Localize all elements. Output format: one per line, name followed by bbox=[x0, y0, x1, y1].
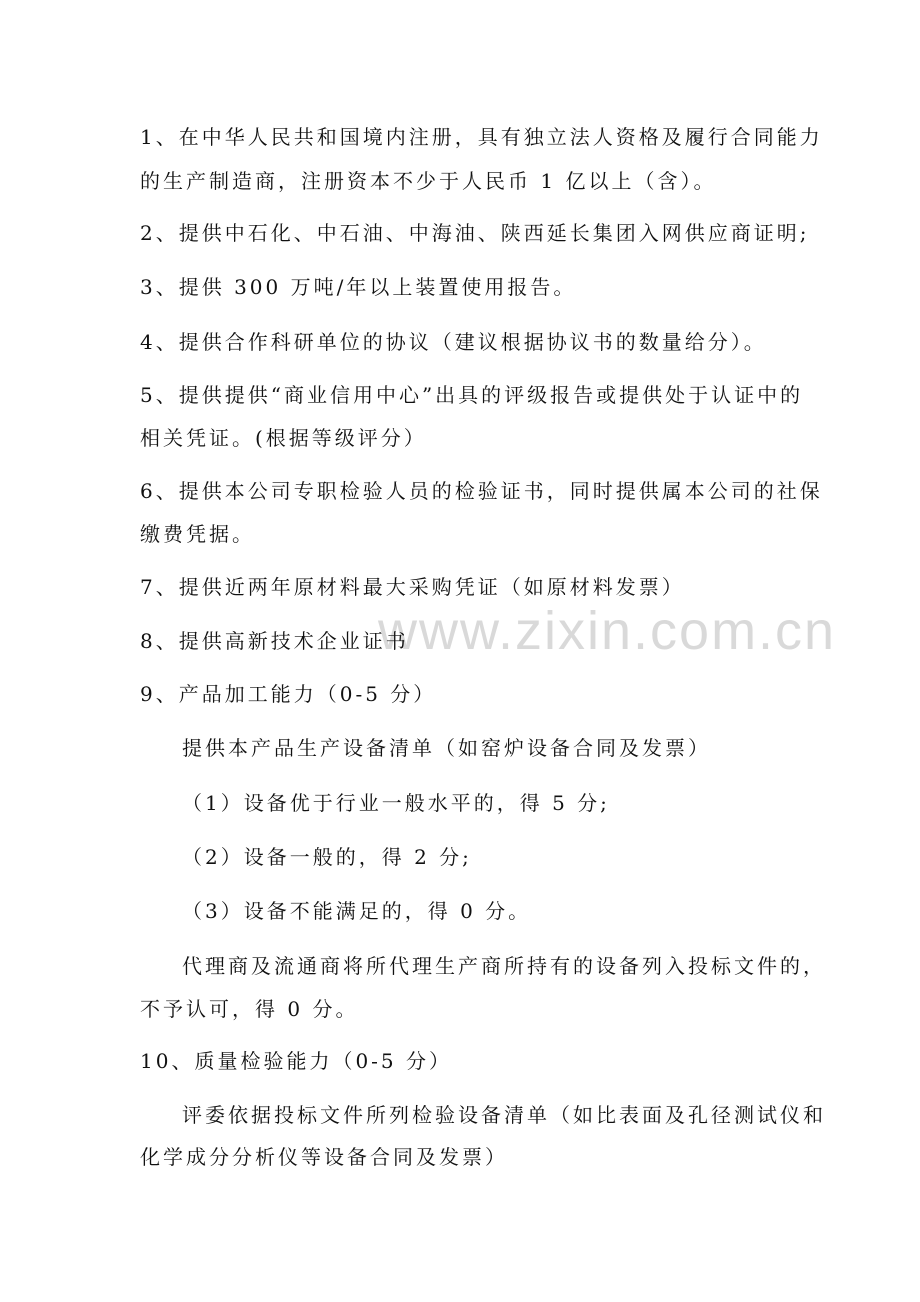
clause-5-line-1: 5、提供提供“商业信用中心”出具的评级报告或提供处于认证中的 bbox=[140, 383, 804, 407]
clause-9-intro: 提供本产品生产设备清单（如窑炉设备合同及发票） bbox=[182, 736, 711, 760]
clause-10-heading: 10、质量检验能力（0-5 分） bbox=[140, 1049, 453, 1073]
clause-5-line-2: 相关凭证。(根据等级评分） bbox=[140, 426, 427, 450]
watermark: www.zixin.com.cn bbox=[378, 601, 837, 661]
clause-9-note-line-1: 代理商及流通商将所代理生产商所持有的设备列入投标文件的， bbox=[182, 954, 826, 978]
clause-9-item-3: （3）设备不能满足的，得 0 分。 bbox=[182, 899, 532, 923]
clause-9-note-line-2: 不予认可，得 0 分。 bbox=[140, 997, 359, 1021]
clause-1-line-2: 的生产制造商，注册资本不少于人民币 1 亿以上（含）。 bbox=[140, 169, 717, 193]
clause-6-line-2: 缴费凭据。 bbox=[140, 522, 255, 546]
clause-6-line-1: 6、提供本公司专职检验人员的检验证书，同时提供属本公司的社保 bbox=[140, 479, 823, 503]
clause-8: 8、提供高新技术企业证书 bbox=[140, 629, 409, 653]
clause-2: 2、提供中石化、中石油、中海油、陕西延长集团入网供应商证明; bbox=[140, 221, 810, 245]
clause-10-intro-line-1: 评委依据投标文件所列检验设备清单（如比表面及孔径测试仪和 bbox=[182, 1103, 826, 1127]
clause-4: 4、提供合作科研单位的协议（建议根据协议书的数量给分）。 bbox=[140, 330, 767, 354]
clause-9-item-2: （2）设备一般的，得 2 分; bbox=[182, 845, 472, 869]
clause-1-line-1: 1、在中华人民共和国境内注册，具有独立法人资格及履行合同能力 bbox=[140, 125, 823, 149]
clause-10-intro-line-2: 化学成分分析仪等设备合同及发票） bbox=[140, 1145, 508, 1169]
clause-3: 3、提供 300 万吨/年以上装置使用报告。 bbox=[140, 275, 577, 299]
clause-9-heading: 9、产品加工能力（0-5 分） bbox=[140, 682, 437, 706]
clause-9-item-1: （1）设备优于行业一般水平的，得 5 分; bbox=[182, 791, 610, 815]
clause-7: 7、提供近两年原材料最大采购凭证（如原材料发票） bbox=[140, 575, 685, 599]
